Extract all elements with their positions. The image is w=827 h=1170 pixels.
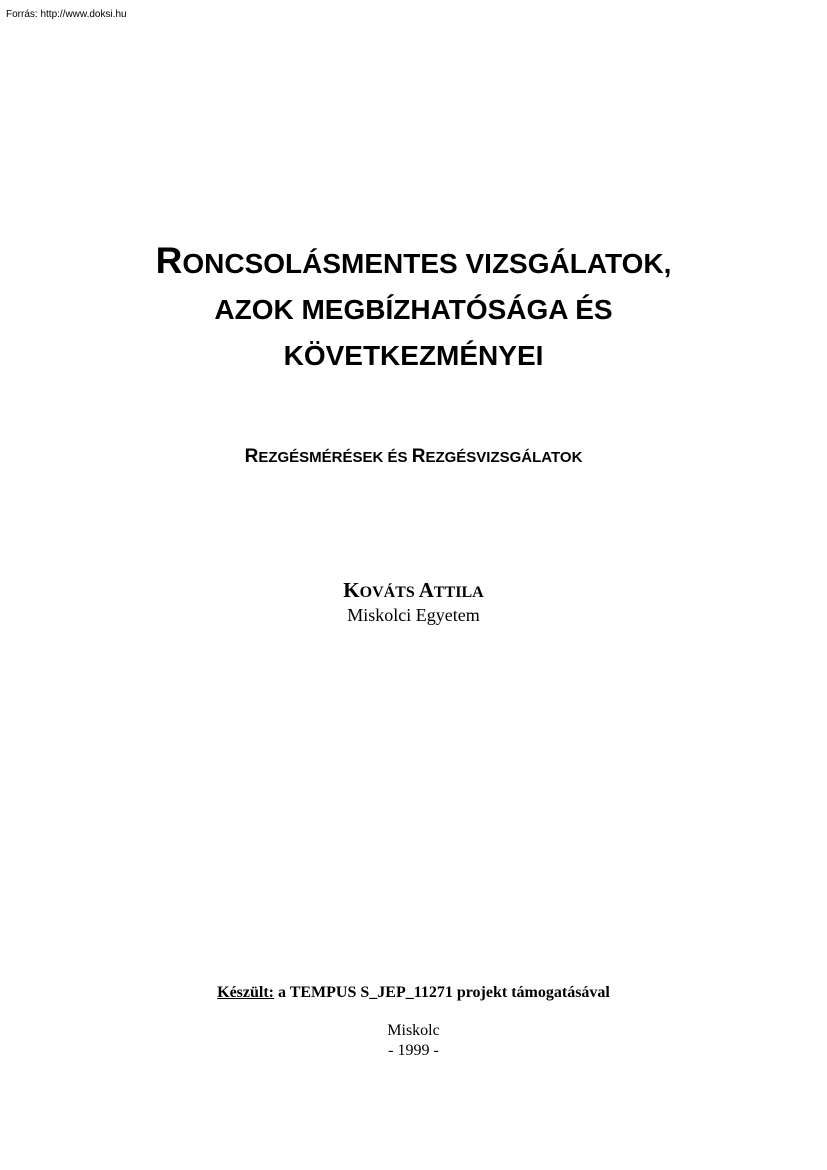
author-last-rest: TTILA bbox=[433, 584, 484, 601]
document-title bbox=[0, 238, 827, 379]
author-last-initial: A bbox=[418, 578, 434, 602]
title-line-3: KÖVETKEZMÉNYEI bbox=[283, 340, 544, 371]
subtitle-initial-2: R bbox=[411, 446, 426, 467]
author-first-initial: K bbox=[343, 578, 360, 602]
title-line-2: AZOK MEGBÍZHATÓSÁGA ÉS bbox=[214, 294, 613, 325]
publication-year: - 1999 - bbox=[388, 1042, 439, 1059]
subtitle-part-2: EZGÉSVIZSGÁLATOK bbox=[425, 449, 583, 466]
subtitle-initial-1: R bbox=[244, 446, 259, 467]
author-first-rest: OVÁTS bbox=[359, 584, 419, 601]
support-note bbox=[0, 983, 827, 1003]
author-name bbox=[0, 576, 827, 607]
publication-place: Miskolc bbox=[387, 1022, 440, 1039]
subtitle-part-1: EZGÉSMÉRÉSEK ÉS bbox=[258, 449, 412, 466]
document-subtitle bbox=[0, 444, 827, 471]
title-line-1-rest: ONCSOLÁSMENTES VIZSGÁLATOK, bbox=[182, 248, 672, 279]
source-note: Forrás: http://www.doksi.hu bbox=[6, 9, 127, 20]
title-initial: R bbox=[155, 240, 183, 281]
support-label: Készült: bbox=[217, 984, 274, 1001]
title-line-1 bbox=[0, 238, 827, 287]
author-affiliation: Miskolci Egyetem bbox=[347, 605, 480, 625]
support-text: a TEMPUS S_JEP_11271 projekt támogatásával bbox=[274, 984, 610, 1001]
